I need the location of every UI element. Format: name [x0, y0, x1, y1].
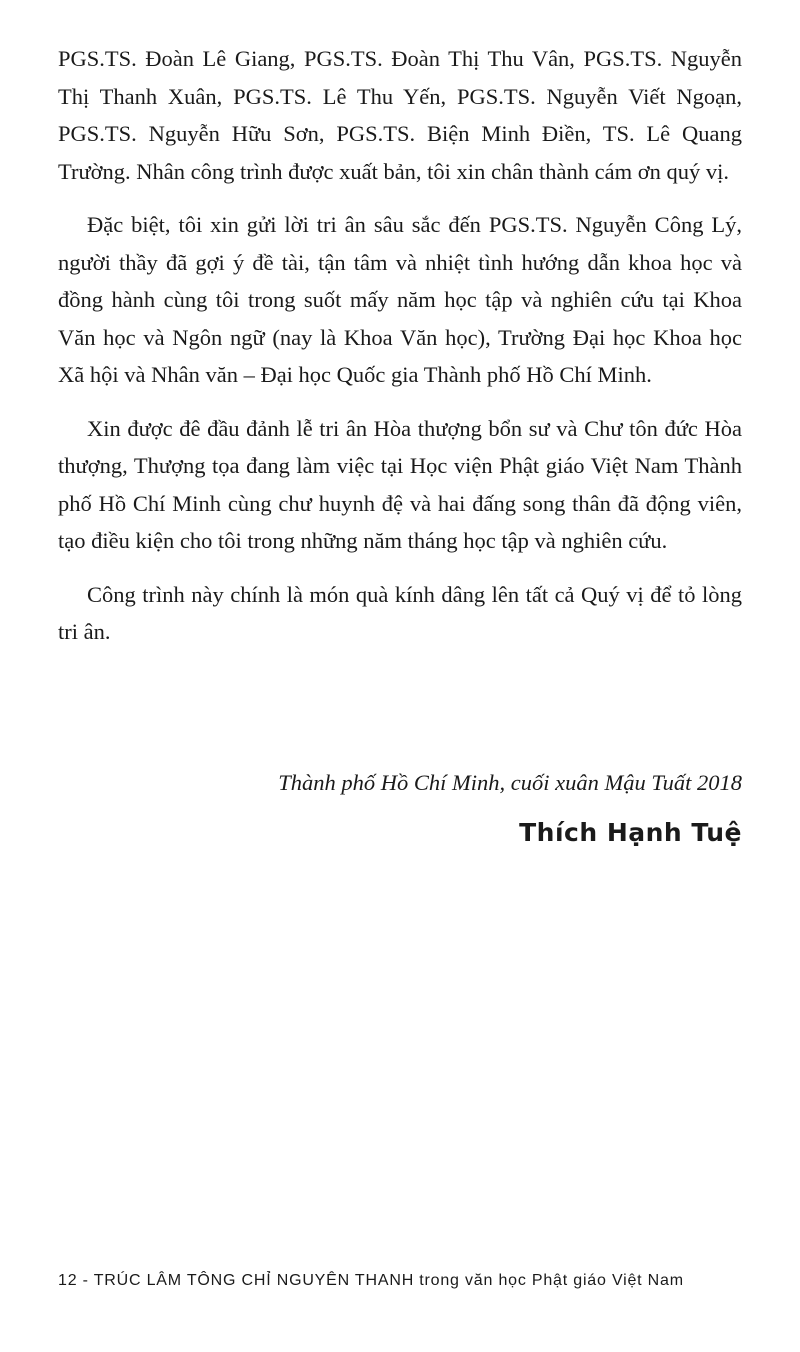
- place-and-date: Thành phố Hồ Chí Minh, cuối xuân Mậu Tuất 2018: [278, 770, 742, 795]
- paragraph-acknowledgement-list: PGS.TS. Đoàn Lê Giang, PGS.TS. Đoàn Thị Thu Vân, PGS.TS. Nguyễn Thị Thanh Xuân, PGS.TS. Lê Thu Yến, PGS.TS. Nguyễn Viết Ngoạn, PGS.TS. Nguyễn Hữu Sơn, PGS.TS. Biện Minh Điền, TS. Lê Quang Trường. Nhân công trình được xuất bản, tôi xin chân thành cám ơn quý vị.: [58, 46, 742, 184]
- body-text: [58, 40, 742, 667]
- paragraph-advisor-thanks: Đặc biệt, tôi xin gửi lời tri ân sâu sắc đến PGS.TS. Nguyễn Công Lý, người thầy đã gợi ý đề tài, tận tâm và nhiệt tình hướng dẫn khoa học và đồng hành cùng tôi trong suốt mấy năm học tập và nghiên cứu tại Khoa Văn học và Ngôn ngữ (nay là Khoa Văn học), Trường Đại học Khoa học Xã hội và Nhân văn – Đại học Quốc gia Thành phố Hồ Chí Minh.: [58, 212, 742, 387]
- paragraph-dedication: Công trình này chính là món quà kính dâng lên tất cả Quý vị để tỏ lòng tri ân.: [58, 581, 742, 644]
- author-signature: Thích Hạnh Tuệ: [519, 818, 742, 847]
- page-footer: 12 - TRÚC LÂM TÔNG CHỈ NGUYÊN THANH trong văn học Phật giáo Việt Nam: [58, 1272, 684, 1289]
- paragraph-monastic-thanks: Xin được đê đầu đảnh lễ tri ân Hòa thượng bổn sư và Chư tôn đức Hòa thượng, Thượng tọa đang làm việc tại Học viện Phật giáo Việt Nam Thành phố Hồ Chí Minh cùng chư huynh đệ và hai đấng song thân đã động viên, tạo điều kiện cho tôi trong những năm tháng học tập và nghiên cứu.: [58, 415, 742, 553]
